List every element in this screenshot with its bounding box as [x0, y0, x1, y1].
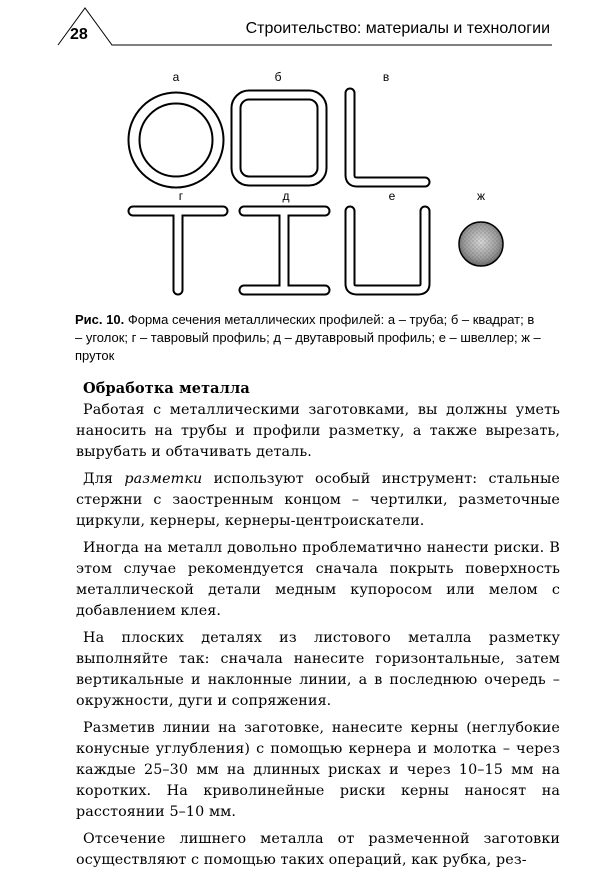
square-profile	[236, 95, 322, 181]
paragraph-1: Работая с металлическими заготовками, вы должны уметь наносить на трубы и профили разметку, а также вырезать, вырубать и обтачивать деталь.	[76, 402, 560, 460]
paragraph-2	[76, 469, 560, 532]
label-v: в	[382, 70, 390, 84]
paragraph-6: Отсечение лишнего металла от размеченной заготовки осуществляют с помощью таких операций, как рубка, рез-	[76, 831, 560, 868]
term-marking: разметки	[124, 471, 203, 487]
label-g: г	[178, 189, 184, 203]
pipe-profile	[134, 98, 218, 182]
paragraph-4: На плоских деталях из листового металла разметку выполняйте так: сначала нанесите горизонтальные, затем вертикальные и наклонные линии, а в последнюю очередь – окружности, дуги и сопряжения.	[76, 630, 560, 709]
tee-profile	[133, 211, 223, 290]
p2-after: используют особый инструмент: стальные стержни с заостренным концом – чертилки, разметочные циркули, кернеры, кернеры-центроискатели.	[76, 471, 560, 529]
profiles-figure	[0, 0, 615, 310]
caption-text: Форма сечения металлических профилей: а – труба; б – квадрат; в – уголок; г – тавровый профиль; д – двутавровый профиль; е – швеллер; ж – пруток	[75, 312, 541, 363]
label-e: е	[388, 189, 396, 203]
paragraph-3: Иногда на металл довольно проблематично нанести риски. В этом случае рекомендуется сначала покрыть поверхность металлической детали медным купоросом или мелом с добавлением клея.	[76, 540, 560, 619]
section-title: Обработка металла	[83, 380, 250, 397]
figure-caption	[75, 311, 545, 365]
angle-profile	[350, 93, 425, 182]
p2-before: Для	[83, 471, 125, 487]
paragraph-5: Разметив линии на заготовке, нанесите керны (неглубокие конусные углубления) с помощью кернера и молотка – через каждые 25–30 мм на длинных рисках и через 10–15 мм на коротких. На криволинейные риски керны наносят на расстоянии 5–10 мм.	[76, 720, 560, 820]
label-zh: ж	[476, 189, 486, 203]
channel-profile	[350, 211, 425, 290]
rod-profile	[459, 222, 503, 266]
main-text	[76, 378, 560, 877]
label-d: д	[282, 189, 290, 203]
running-title: Строительство: материалы и технологии	[245, 20, 550, 37]
label-a: а	[172, 70, 180, 84]
page-number: 28	[70, 26, 88, 43]
i-beam-profile	[244, 211, 325, 290]
caption-prefix: Рис. 10.	[75, 312, 125, 327]
label-b: б	[274, 70, 282, 84]
